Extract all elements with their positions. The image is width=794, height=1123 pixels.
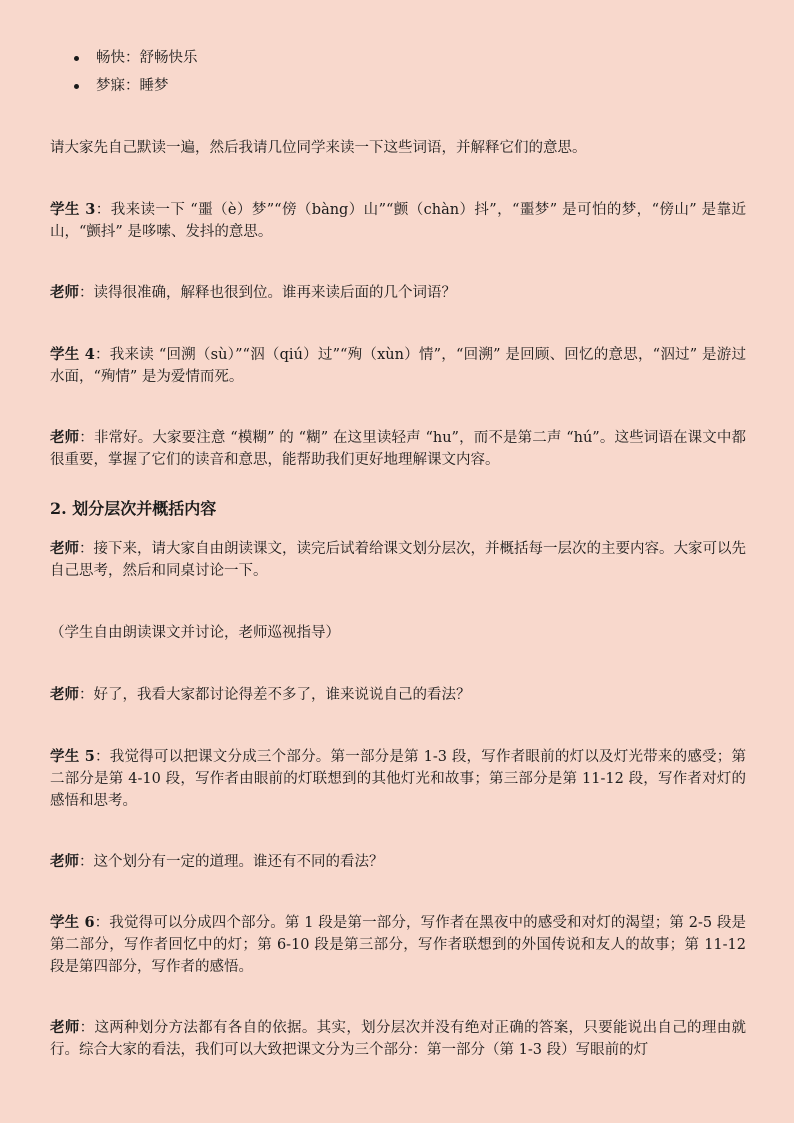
paragraph-student-4 — [50, 344, 746, 388]
bullet-dot-icon — [74, 56, 79, 61]
speaker-label: 学生 3 — [50, 201, 96, 218]
paragraph-teacher-5 — [50, 851, 746, 873]
paragraph-student-6 — [50, 912, 746, 978]
vocabulary-bullet-list — [72, 46, 198, 102]
paragraph-teacher-4 — [50, 684, 746, 706]
dialogue-text: ：我来读一下 “噩（è）梦”“傍（bàng）山”“颤（chàn）抖”，“噩梦” 是可怕的梦，“傍山” 是靠近山，“颤抖” 是哆嗦、发抖的意思。 — [50, 202, 746, 240]
dialogue-text: ：我来读 “回溯（sù）”“泅（qiú）过”“殉（xùn）情”，“回溯” 是回顾、回忆的意思，“泅过” 是游过水面，“殉情” 是为爱情而死。 — [50, 347, 746, 385]
paragraph-teacher-2 — [50, 427, 746, 471]
speaker-label: 老师 — [50, 540, 79, 557]
list-item — [72, 46, 198, 74]
speaker-label: 老师 — [50, 429, 80, 446]
dialogue-text: ：读得很准确，解释也很到位。谁再来读后面的几个词语？ — [79, 285, 456, 301]
bullet-dot-icon — [74, 84, 79, 89]
speaker-label: 学生 5 — [50, 748, 95, 765]
paragraph-teacher-1 — [50, 282, 746, 304]
dialogue-text: ：接下来，请大家自由朗读课文，读完后试着给课文划分层次，并概括每一层次的主要内容。大家可以先自己思考，然后和同桌讨论一下。 — [50, 541, 746, 579]
paragraph-student-5 — [50, 746, 746, 812]
dialogue-text: ：我觉得可以把课文分成三个部分。第一部分是第 1-3 段，写作者眼前的灯以及灯光带来的感受；第二部分是第 4-10 段，写作者由眼前的灯联想到的其他灯光和故事；第三部分是第 11-12 段，写作者对灯的感悟和思考。 — [50, 749, 746, 809]
paragraph-instruction: 请大家先自己默读一遍，然后我请几位同学来读一下这些词语，并解释它们的意思。 — [50, 140, 587, 156]
list-item — [72, 74, 198, 102]
dialogue-text: ：这两种划分方法都有各自的依据。其实，划分层次并没有绝对正确的答案，只要能说出自己的理由就行。综合大家的看法，我们可以大致把课文分为三个部分：第一部分（第 1-3 段）写眼前的灯 — [50, 1020, 747, 1058]
speaker-label: 学生 4 — [50, 346, 95, 363]
dialogue-text: ：好了，我看大家都讨论得差不多了，谁来说说自己的看法？ — [79, 687, 471, 703]
paragraph-teacher-6 — [50, 1017, 746, 1061]
speaker-label: 学生 6 — [50, 914, 95, 931]
dialogue-text: ：我觉得可以分成四个部分。第 1 段是第一部分，写作者在黑夜中的感受和对灯的渴望；第 2-5 段是第二部分，写作者回忆中的灯；第 6-10 段是第三部分，写作者联想到的外国传说和友人的故事；第 11-12 段是第四部分，写作者的感悟。 — [50, 915, 747, 975]
speaker-label: 老师 — [50, 1019, 80, 1036]
dialogue-text: ：这个划分有一定的道理。谁还有不同的看法？ — [79, 854, 384, 870]
paragraph-student-3 — [50, 199, 746, 243]
speaker-label: 老师 — [50, 284, 79, 301]
list-item-text: 畅快：舒畅快乐 — [96, 50, 198, 66]
section-heading: 2. 划分层次并概括内容 — [50, 499, 217, 518]
list-item-text: 梦寐：睡梦 — [96, 78, 169, 94]
speaker-label: 老师 — [50, 686, 79, 703]
speaker-label: 老师 — [50, 853, 79, 870]
dialogue-text: ：非常好。大家要注意 “模糊” 的 “糊” 在这里读轻声 “hu”，而不是第二声 “hú”。这些词语在课文中都很重要，掌握了它们的读音和意思，能帮助我们更好地理解课文内容。 — [50, 430, 747, 468]
paragraph-stage-direction: （学生自由朗读课文并讨论，老师巡视指导） — [50, 625, 340, 641]
paragraph-teacher-3 — [50, 538, 746, 582]
